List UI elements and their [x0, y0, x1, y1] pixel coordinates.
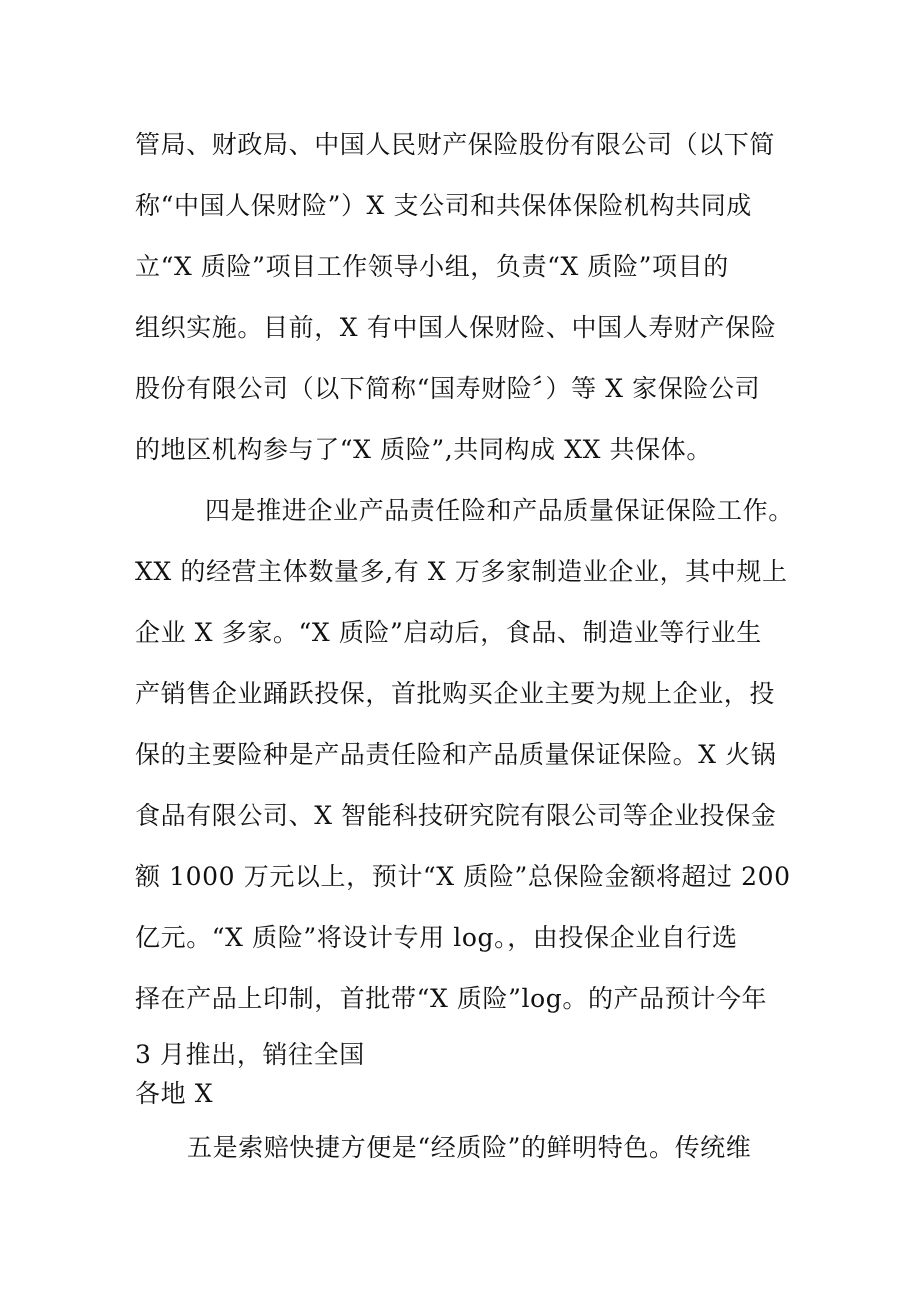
- text-line-6: 的地区机构参与了“X 质险”,共同构成 XX 共保体。: [135, 435, 712, 464]
- text-line-2: 称“中国人保财险”）X 支公司和共保体保险机构共同成: [135, 191, 752, 220]
- text-line-10: 产销售企业踊跃投保，首批购买企业主要为规上企业，投: [135, 679, 776, 708]
- paragraph-4-first-line: 四是推进企业产品责任险和产品质量保证保险工作。: [205, 496, 794, 525]
- text-line-15: 择在产品上印制，首批带“X 质险”log。的产品预计今年: [135, 984, 768, 1013]
- text-line-4: 组织实施。目前，X 有中国人保财险、中国人寿财产保险: [135, 313, 777, 342]
- text-line-9: 企业 X 多家。“X 质险”启动后，食品、制造业等行业生: [135, 618, 762, 647]
- text-line-11: 保的主要险种是产品责任险和产品质量保证保险。X 火锅: [135, 740, 777, 769]
- text-line-12: 食品有限公司、X 智能科技研究院有限公司等企业投保金: [135, 801, 777, 830]
- text-line-16: 3 月推出，销往全国: [135, 1040, 365, 1069]
- text-line-3: 立“X 质险”项目工作领导小组，负责“X 质险”项目的: [135, 252, 729, 281]
- text-line-1: 管局、财政局、中国人民财产保险股份有限公司（以下简: [135, 130, 776, 159]
- paragraph-5-first-line: 五是索赔快捷方便是“经质险”的鲜明特色。传统维: [187, 1133, 752, 1162]
- text-line-8: XX 的经营主体数量多,有 X 万多家制造业企业，其中规上: [135, 557, 788, 586]
- text-line-14: 亿元。“X 质险”将设计专用 log。，由投保企业自行选: [135, 923, 738, 952]
- text-line-13: 额 1000 万元以上，预计“X 质险”总保险金额将超过 200: [135, 862, 791, 891]
- text-line-5: 股份有限公司（以下简称“国寿财险〞）等 X 家保险公司: [135, 374, 761, 403]
- text-line-17: 各地 X: [135, 1079, 214, 1108]
